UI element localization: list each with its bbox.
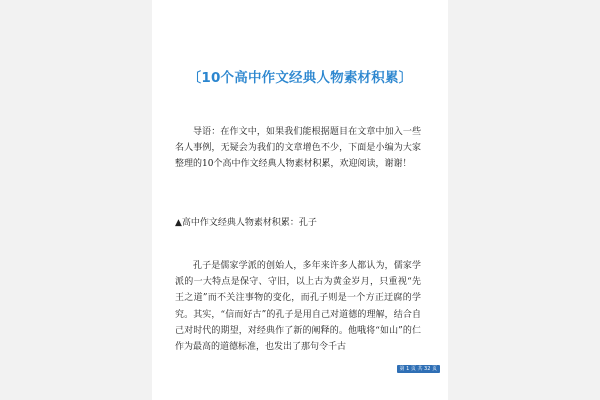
body-paragraph: 孔子是儒家学派的创始人，多年来许多人都认为，儒家学派的一大特点是保守、守旧，以上古为黄金岁月，只重视“先王之道”而不关注事物的变化，而孔子则是一个方正迂腐的学究。其实，“信而好古”的孔子是用自己对道德的理解，结合自己对时代的期望，对经典作了新的阐释的。他哦将“如山”的仁作为最高的道德标准，也发出了那句令千古 <box>175 261 421 353</box>
document-title: 〔10个高中作文经典人物素材积累〕 <box>187 70 413 86</box>
document-page <box>152 0 448 400</box>
section-heading: ▲高中作文经典人物素材积累：孔子 <box>175 218 317 228</box>
page-number-badge: 第 1 页 共 32 页 <box>397 365 441 373</box>
intro-paragraph: 导语：在作文中，如果我们能根据题目在文章中加入一些名人事例，无疑会为我们的文章增色不少，下面是小编为大家整理的10个高中作文经典人物素材积累，欢迎阅读，谢谢！ <box>175 127 421 170</box>
